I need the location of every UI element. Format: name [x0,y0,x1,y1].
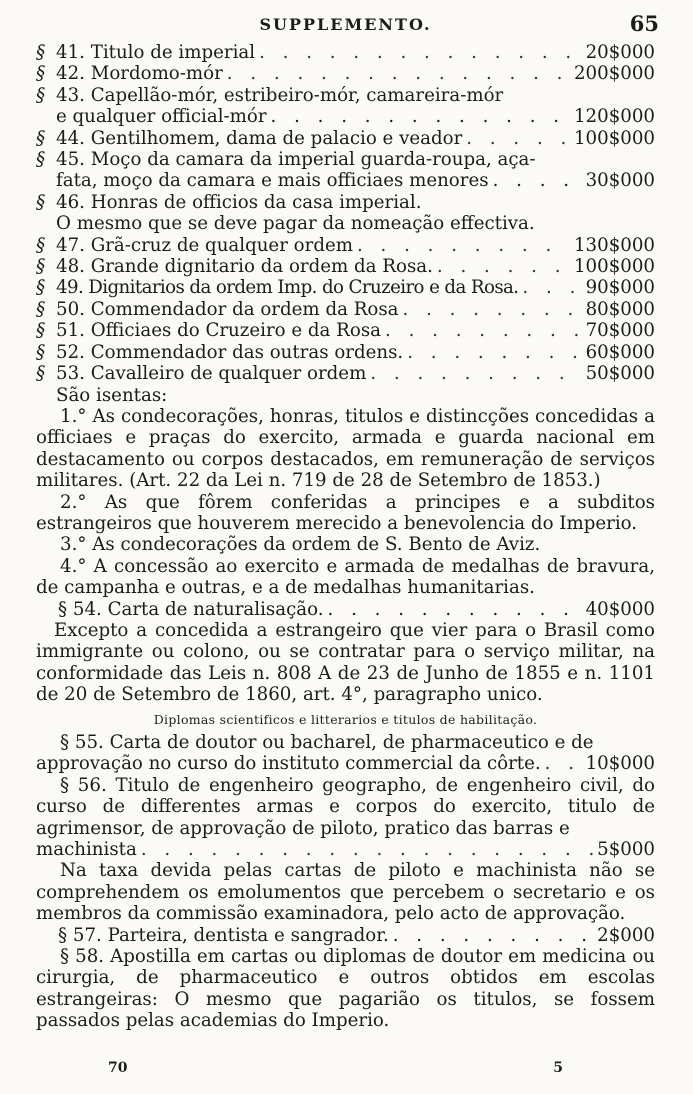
tax-item-58: § 58. Apostilla em cartas ou diplomas de doutor em medicina ou cirurgia, de pharmaceutico e outros obtidos em escolas estrangeiras: O mesmo que pagarião os titulos, se fossem passados pelas academias do Imperio. [36,946,655,1032]
page-header [36,11,659,40]
exemption-4: 4.° A concessão ao exercito e armada de medalhas de bravura, de campanha e outras, e a de medalhas humanitarias. [36,555,655,599]
tax-item-54-note: Excepto a concedida a estrangeiro que vier para o Brasil como immigrante ou colono, ou se contratar para o serviço militar, na conformidade das Leis n. 808 A de 23 de Junho de 1855 e n. 1101 de 20 de Setembro de 1860, art. 4°, paragrapho unico. [36,619,655,706]
item-label: machinista [36,839,137,861]
exemption-2: 2.° As que fôrem conferidas a principes e a subditos estrangeiros que houverem merecido a benevolencia do Imperio. [36,491,655,534]
tax-item-55-continuation [36,753,655,774]
leader-dots [433,256,570,277]
leader-dots [381,320,582,341]
tax-item-53 [36,363,655,384]
item-amount: 50$000 [585,363,655,385]
item-label: 46. Honras de officios da casa imperial. [56,191,422,213]
tax-item-43 [36,85,655,106]
item-label: § 57. Parteira, dentista e sangrador. [58,924,389,946]
item-amount: 40$000 [585,598,655,620]
item-amount: 2$000 [597,924,655,946]
item-label: e qualquer official-mór [56,106,267,128]
item-amount: 200$000 [573,63,655,85]
leader-dots [353,235,570,256]
tax-item-49 [36,277,655,298]
page-number: 65 [629,11,659,36]
item-amount: 60$000 [585,341,655,363]
section-sign: § [36,191,46,213]
item-label: 42. Mordomo-mór [56,63,223,85]
tax-item-43-continuation [36,106,655,127]
leader-dots [489,170,586,191]
section-sign: § [36,298,46,320]
section-sign: § [36,234,46,256]
tax-item-55: § 55. Carta de doutor ou bacharel, de pharmaceutico e de [60,732,594,753]
item-label: 48. Grande dignitario da ordem da Rosa. [56,256,433,278]
item-label: 43. Capellão-mór, estribeiro-mór, camareira-mór [56,84,504,106]
item-amount: 5$000 [597,839,655,861]
leader-dots [541,753,582,774]
tax-item-48 [36,256,655,277]
tax-item-46 [36,192,655,213]
section-sign: § [36,84,46,106]
leader-dots [267,106,574,127]
tax-item-52 [36,342,655,363]
section-sign: § [36,127,46,149]
item-amount: 100$000 [573,256,655,278]
exemption-1: 1.° As condecorações, honras, titulos e distincções concedidas a officiaes e praças do exercito, armada e guarda nacional em destacamento ou corpos destacados, em remuneração de serviços militares. (Art. 22 da Lei n. 719 de 28 de Setembro de 1853.) [36,405,655,492]
tax-item-56-continuation [36,839,655,860]
item-amount: 130$000 [573,234,655,256]
item-amount: 120$000 [573,106,655,128]
item-label: fata, moço da camara e mais officiaes menores [56,170,489,192]
leader-dots [399,299,582,320]
tax-item-41 [36,42,655,63]
item-label: 47. Grã-cruz de qualquer ordem [56,234,353,256]
item-amount: 20$000 [585,42,655,63]
section-sign: § [36,277,46,299]
leader-dots [403,342,581,363]
section-sign: § [36,363,46,385]
tax-item-54 [36,599,655,620]
tax-item-50 [36,299,655,320]
item-amount: 70$000 [585,320,655,342]
item-amount: 30$000 [585,170,655,192]
item-amount: 100$000 [573,127,655,149]
leader-dots [324,599,586,620]
leader-dots [389,925,597,946]
item-label: 51. Officiaes do Cruzeiro e da Rosa [56,320,381,342]
item-label: 45. Moço da camara da imperial guarda-roupa, aça- [56,149,536,171]
signature-mark-left: 70 [108,1060,128,1076]
page-footer [0,1058,693,1078]
tax-item-46-note: O mesmo que se deve pagar da nomeação effectiva. [56,213,535,235]
running-title: SUPPLEMENTO. [259,15,432,34]
leader-dots [366,363,581,384]
section-sign: § [36,63,46,85]
tax-item-56-note: Na taxa devida pelas cartas de piloto e machinista não se comprehendem os emolumentos que percebem o secretario e os membros da commissão examinadora, pelo acto de approvação. [36,860,655,925]
tax-item-56: § 56. Titulo de engenheiro geographo, de engenheiro civil, do curso de differentes armas e corpos do exercito, titulo de agrimensor, de approvação de piloto, pratico das barras e [36,774,655,839]
exemptions-title: São isentas: [56,384,168,406]
item-label: 44. Gentilhomem, dama de palacio e veador [56,127,463,149]
item-label: § 54. Carta de naturalisação. [58,598,324,620]
signature-mark-right: 5 [553,1060,563,1076]
tax-item-45 [36,149,655,170]
item-amount: 10$000 [585,753,655,775]
section-sign: § [36,256,46,278]
item-label: 52. Commendador das outras ordens. [56,341,404,363]
tax-item-44 [36,128,655,149]
leader-dots [518,277,581,298]
tax-item-57 [36,925,655,946]
section-sign: § [36,42,46,63]
item-label: 41. Titulo de imperial [56,42,256,63]
tax-item-51 [36,320,655,341]
exemption-3: 3.° As condecorações da ordem de S. Bento de Aviz. [60,534,541,556]
item-label: 50. Commendador da ordem da Rosa [56,298,399,320]
leader-dots [223,63,570,84]
item-amount: 80$000 [585,298,655,320]
item-label: approvação no curso do instituto commercial da côrte. [36,753,541,775]
item-label: 49. Dignitarios da ordem Imp. do Cruzeiro e da Rosa. [56,277,519,299]
tax-item-47 [36,235,655,256]
tax-item-42 [36,63,655,84]
item-label: 53. Cavalleiro de qualquer ordem [56,363,367,385]
leader-dots [462,128,570,149]
section-sign: § [36,341,46,363]
leader-dots [255,42,582,63]
diplomas-heading: Diplomas scientificos e litterarios e titulos de habilitação. [153,711,538,727]
section-sign: § [36,149,46,171]
leader-dots [137,839,593,860]
section-sign: § [36,320,46,342]
item-amount: 90$000 [585,277,655,299]
tax-item-45-continuation [36,170,655,191]
